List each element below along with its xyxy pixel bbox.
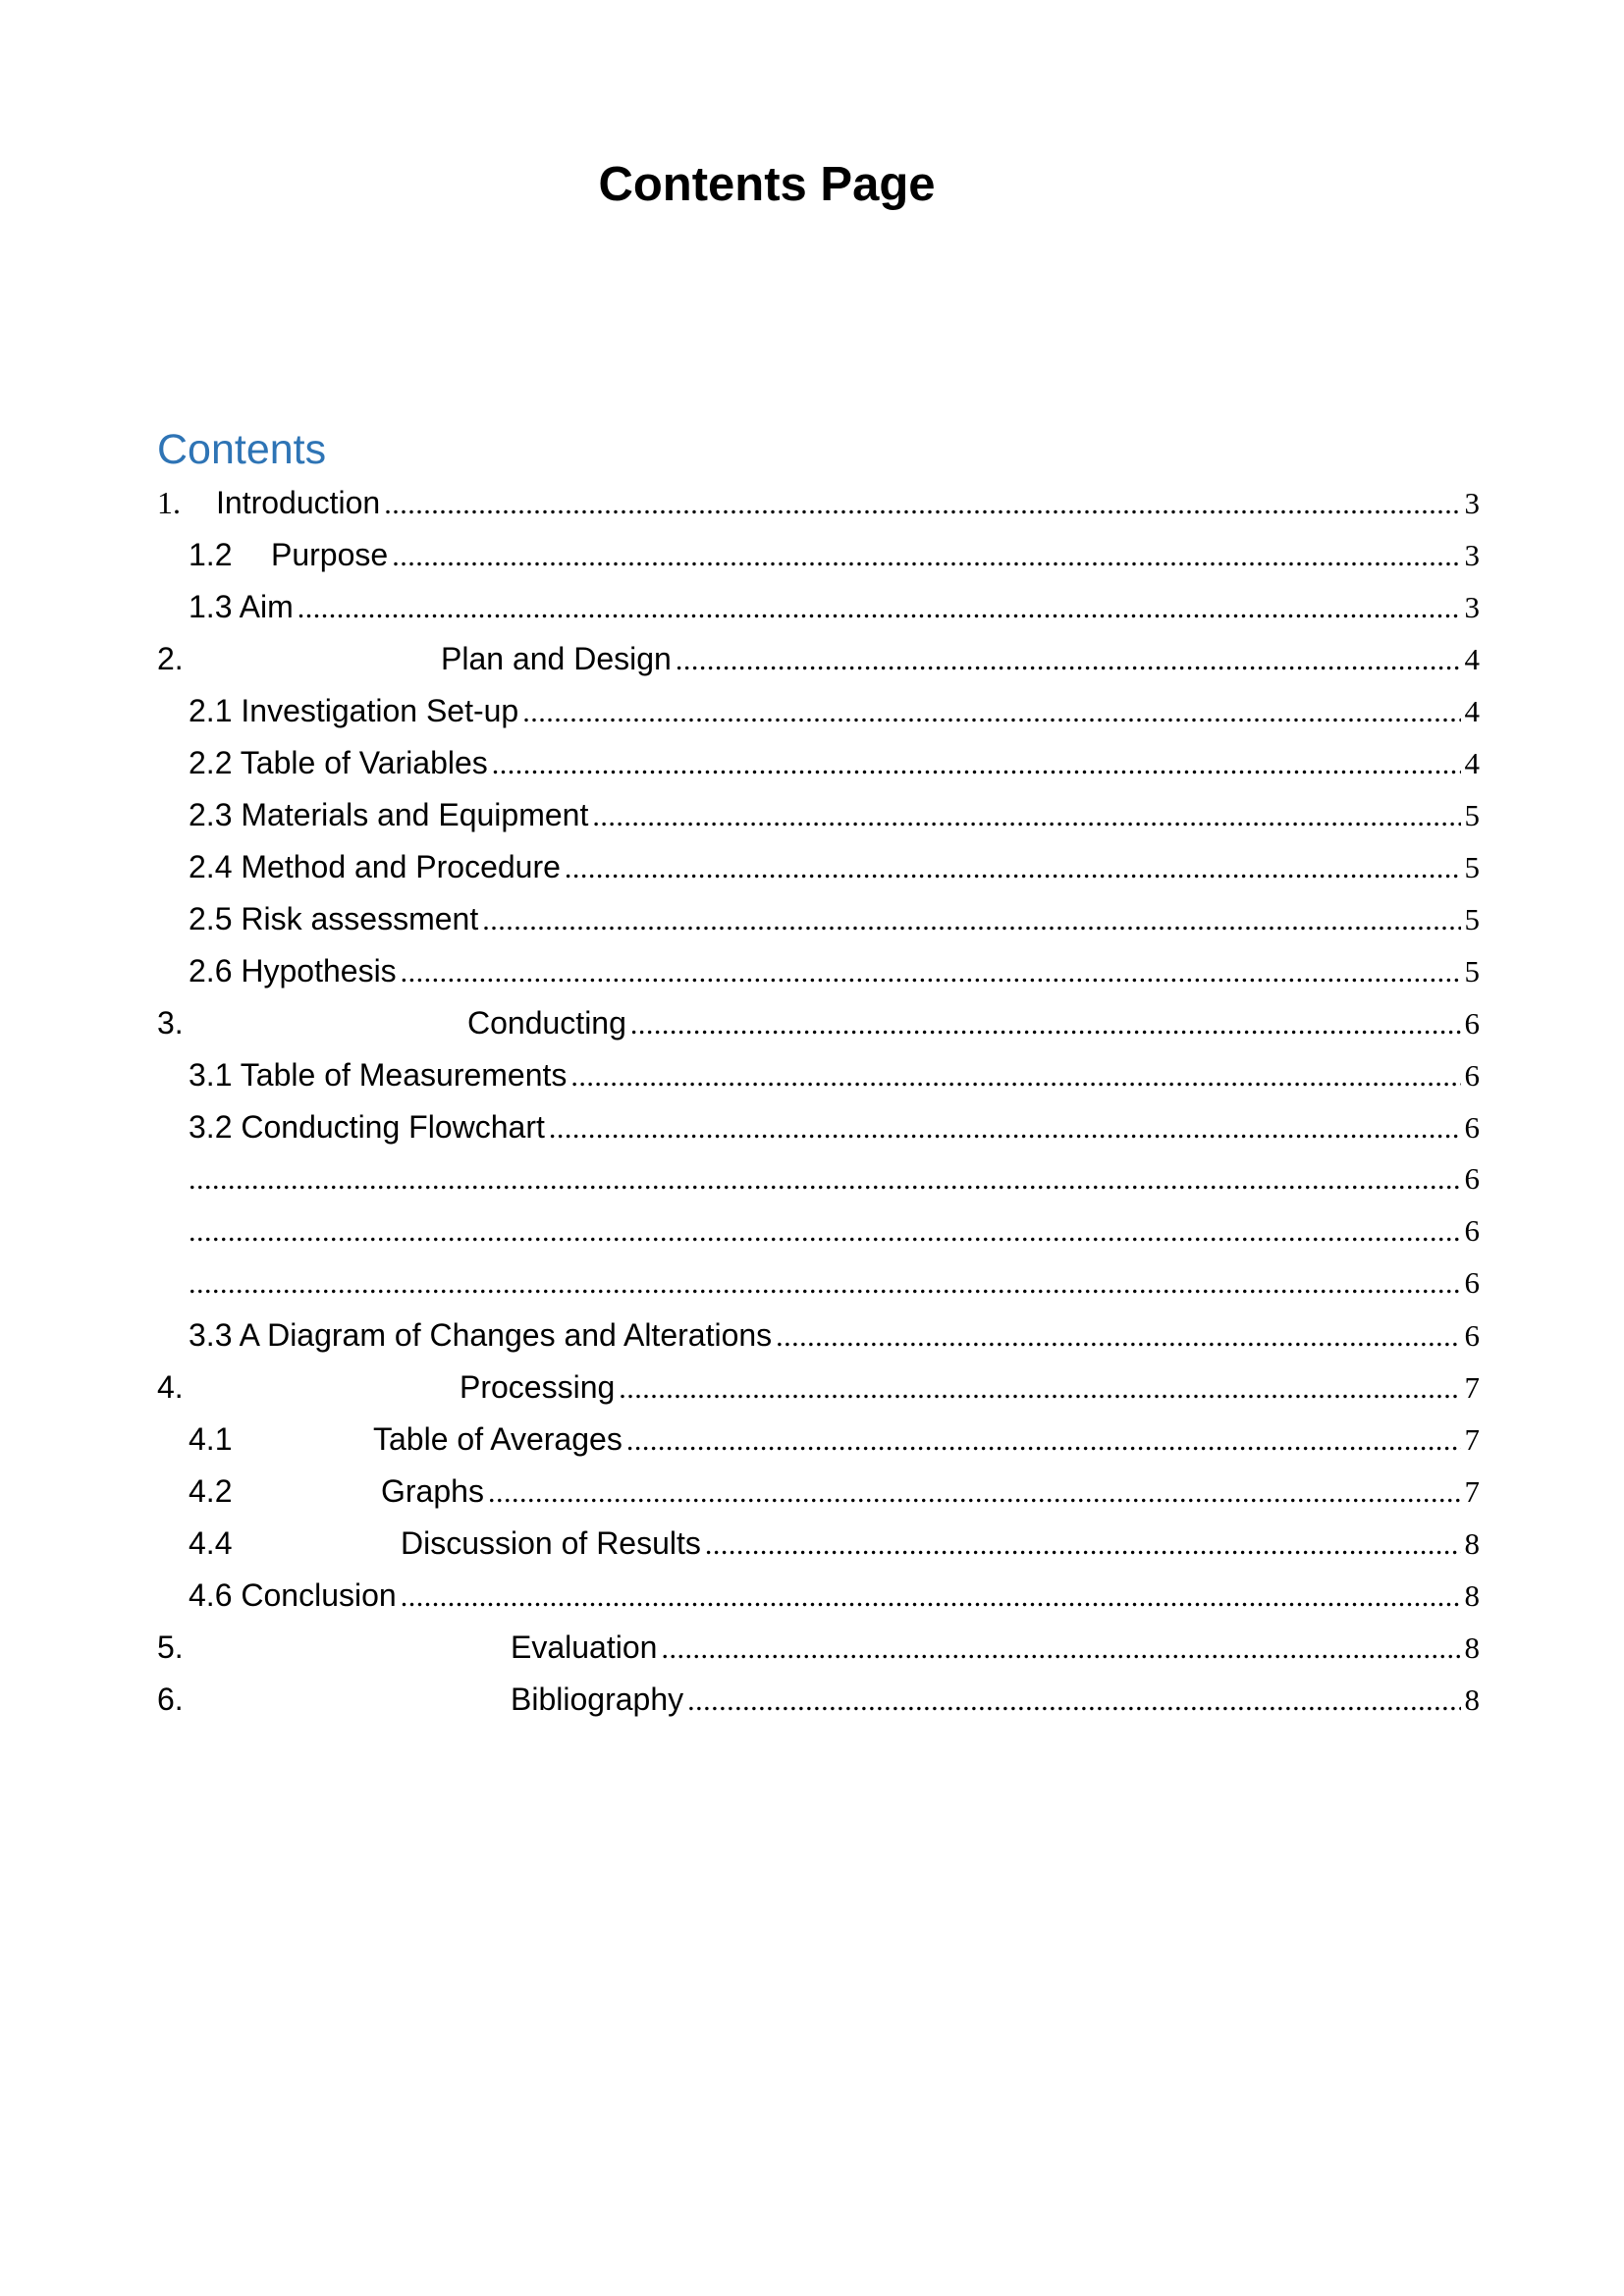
dot-leader bbox=[401, 953, 1461, 992]
toc-entry-title: 2.1 Investigation Set-up bbox=[189, 693, 519, 728]
toc-entry-discussion-of-results[interactable] bbox=[189, 1523, 1480, 1563]
toc-entry-page: 3 bbox=[1464, 590, 1480, 624]
toc-entry-blank[interactable] bbox=[189, 1211, 1480, 1251]
toc-entry-number: 3. bbox=[157, 1005, 184, 1041]
toc-entry-page: 5 bbox=[1464, 850, 1480, 884]
toc-entry-table-of-variables[interactable] bbox=[189, 743, 1480, 782]
dot-leader bbox=[619, 1369, 1460, 1409]
toc-entry-title: Discussion of Results bbox=[401, 1525, 701, 1561]
toc-entry-table-of-measurements[interactable] bbox=[189, 1055, 1480, 1095]
toc-entry-title: Table of Averages bbox=[373, 1421, 623, 1457]
toc-entry-purpose[interactable] bbox=[189, 535, 1480, 574]
dot-leader bbox=[676, 641, 1461, 680]
toc-entry-page: 7 bbox=[1464, 1474, 1480, 1509]
dot-leader bbox=[592, 797, 1460, 836]
toc-entry-title: 2.5 Risk assessment bbox=[189, 901, 479, 936]
toc-entry-page: 6 bbox=[1464, 1110, 1480, 1145]
toc-entry-conducting-flowchart[interactable] bbox=[189, 1107, 1480, 1147]
dot-leader bbox=[392, 537, 1460, 576]
toc-entry-materials-and-equipment[interactable] bbox=[189, 795, 1480, 834]
toc-entry-number: 6. bbox=[157, 1682, 184, 1717]
toc-entry-title: 2.3 Materials and Equipment bbox=[189, 797, 589, 832]
toc-entry-page: 5 bbox=[1464, 954, 1480, 988]
toc-entry-conclusion[interactable] bbox=[189, 1575, 1480, 1615]
toc-entry-bibliography[interactable] bbox=[157, 1680, 1480, 1719]
dot-leader bbox=[298, 589, 1461, 628]
page-title: Contents Page bbox=[598, 158, 936, 211]
toc-entry-title: Purpose bbox=[271, 537, 389, 572]
dot-leader bbox=[626, 1421, 1461, 1461]
dot-leader bbox=[189, 1212, 1461, 1252]
dot-leader bbox=[570, 1057, 1460, 1096]
toc-entry-method-and-procedure[interactable] bbox=[189, 847, 1480, 886]
dot-leader bbox=[492, 745, 1461, 784]
toc-entry-page: 4 bbox=[1464, 694, 1480, 728]
toc-entry-title: 2.6 Hypothesis bbox=[189, 953, 397, 988]
dot-leader bbox=[630, 1005, 1461, 1044]
toc-entry-title: Introduction bbox=[216, 485, 381, 520]
toc-entry-title: 3.1 Table of Measurements bbox=[189, 1057, 568, 1093]
toc-entry-page: 6 bbox=[1464, 1318, 1480, 1353]
dot-leader bbox=[488, 1473, 1461, 1513]
dot-leader bbox=[522, 693, 1460, 732]
toc-entry-number: 4.2 bbox=[189, 1473, 233, 1509]
toc-entry-page: 6 bbox=[1464, 1265, 1480, 1300]
toc-entry-page: 6 bbox=[1464, 1161, 1480, 1196]
dot-leader bbox=[565, 849, 1461, 888]
toc-entry-title: 2.2 Table of Variables bbox=[189, 745, 488, 780]
toc-entry-number: 4. bbox=[157, 1369, 184, 1405]
toc-entry-page: 3 bbox=[1464, 538, 1480, 572]
toc-entry-hypothesis[interactable] bbox=[189, 951, 1480, 990]
toc-entry-title: Plan and Design bbox=[441, 641, 672, 676]
toc-entry-page: 8 bbox=[1464, 1578, 1480, 1613]
toc-entry-page: 4 bbox=[1464, 746, 1480, 780]
toc-entry-title: 3.3 A Diagram of Changes and Alterations bbox=[189, 1317, 773, 1353]
toc-entry-page: 6 bbox=[1464, 1213, 1480, 1248]
dot-leader bbox=[482, 901, 1460, 940]
dot-leader bbox=[384, 485, 1460, 524]
toc-entry-number: 4.4 bbox=[189, 1525, 233, 1561]
dot-leader bbox=[189, 1160, 1461, 1200]
toc-entry-title: Evaluation bbox=[511, 1629, 658, 1665]
toc-entry-blank[interactable] bbox=[189, 1263, 1480, 1303]
toc-entry-title: 2.4 Method and Procedure bbox=[189, 849, 561, 884]
toc-entry-number: 1.2 bbox=[189, 537, 233, 572]
toc-entry-title: 3.2 Conducting Flowchart bbox=[189, 1109, 545, 1145]
toc-entry-page: 8 bbox=[1464, 1630, 1480, 1665]
toc-entry-title: Graphs bbox=[381, 1473, 484, 1509]
toc-entry-page: 6 bbox=[1464, 1058, 1480, 1093]
toc-entry-blank[interactable] bbox=[189, 1159, 1480, 1199]
dot-leader bbox=[401, 1577, 1461, 1617]
toc-entry-investigation-set-up[interactable] bbox=[189, 691, 1480, 730]
toc-entry-title: 1.3 Aim bbox=[189, 589, 294, 624]
toc-entry-conducting[interactable] bbox=[157, 1003, 1480, 1042]
dot-leader bbox=[189, 1264, 1461, 1304]
toc-entry-page: 6 bbox=[1464, 1006, 1480, 1041]
toc-entry-page: 5 bbox=[1464, 798, 1480, 832]
toc-entry-page: 8 bbox=[1464, 1682, 1480, 1717]
toc-entry-diagram-of-changes[interactable] bbox=[189, 1315, 1480, 1355]
dot-leader bbox=[661, 1629, 1460, 1669]
toc-entry-title: Conducting bbox=[467, 1005, 626, 1041]
toc-entry-aim[interactable] bbox=[189, 587, 1480, 626]
toc-entry-number: 5. bbox=[157, 1629, 184, 1665]
toc-heading: Contents bbox=[157, 426, 327, 473]
dot-leader bbox=[549, 1109, 1461, 1148]
toc-entry-number: 4.1 bbox=[189, 1421, 233, 1457]
toc-entry-page: 3 bbox=[1464, 486, 1480, 520]
toc-entry-page: 7 bbox=[1464, 1422, 1480, 1457]
dot-leader bbox=[776, 1317, 1460, 1357]
toc-entry-title: Bibliography bbox=[511, 1682, 684, 1717]
toc-entry-graphs[interactable] bbox=[189, 1471, 1480, 1511]
toc-entry-plan-and-design[interactable] bbox=[157, 639, 1480, 678]
toc-entry-introduction[interactable] bbox=[157, 483, 1480, 522]
toc-entry-processing[interactable] bbox=[157, 1367, 1480, 1407]
toc-entry-risk-assessment[interactable] bbox=[189, 899, 1480, 938]
toc-entry-page: 5 bbox=[1464, 902, 1480, 936]
toc-entry-table-of-averages[interactable] bbox=[189, 1419, 1480, 1459]
toc-entry-number: 2. bbox=[157, 641, 184, 676]
toc-entry-title: 4.6 Conclusion bbox=[189, 1577, 397, 1613]
toc-entry-page: 8 bbox=[1464, 1526, 1480, 1561]
toc-entry-number: 1. bbox=[157, 485, 181, 520]
dot-leader bbox=[687, 1682, 1460, 1721]
toc-entry-evaluation[interactable] bbox=[157, 1628, 1480, 1667]
toc-entry-page: 4 bbox=[1464, 642, 1480, 676]
toc-entry-page: 7 bbox=[1464, 1370, 1480, 1405]
dot-leader bbox=[705, 1525, 1461, 1565]
toc-entry-title: Processing bbox=[460, 1369, 616, 1405]
